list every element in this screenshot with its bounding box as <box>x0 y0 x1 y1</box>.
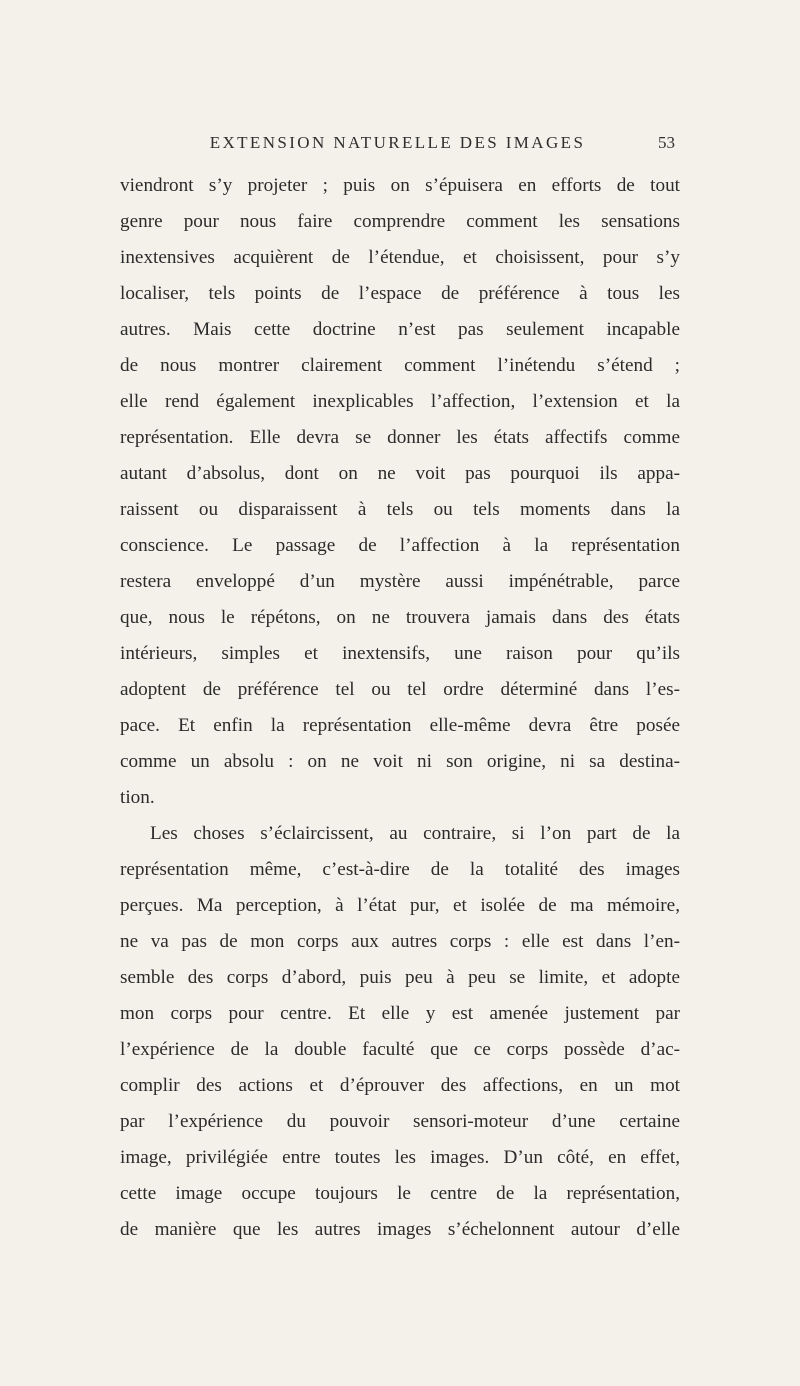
text-line: semble des corps d’abord, puis peu à peu se limite, et adopte <box>120 967 680 988</box>
text-line-paragraph-end: tion. <box>120 787 155 808</box>
text-line: l’expérience de la double faculté que ce corps possède d’ac- <box>120 1039 680 1060</box>
text-line: adoptent de préférence tel ou tel ordre déterminé dans l’es- <box>120 679 680 700</box>
running-head-title: EXTENSION NATURELLE DES IMAGES <box>209 133 586 152</box>
page-number: 53 <box>658 133 675 152</box>
text-line: pace. Et enfin la représentation elle-même devra être posée <box>120 715 680 736</box>
body-text <box>120 168 680 1248</box>
text-line: genre pour nous faire comprendre comment les sensations <box>120 211 680 232</box>
text-line: représentation même, c’est-à-dire de la totalité des images <box>120 859 680 880</box>
text-line: elle rend également inexplicables l’affection, l’extension et la <box>120 391 680 412</box>
text-line: de manière que les autres images s’échelonnent autour d’elle <box>120 1219 680 1240</box>
text-line: image, privilégiée entre toutes les images. D’un côté, en effet, <box>120 1147 680 1168</box>
text-line: par l’expérience du pouvoir sensori-moteur d’une certaine <box>120 1111 680 1132</box>
text-line: viendront s’y projeter ; puis on s’épuisera en efforts de tout <box>120 175 680 196</box>
running-head <box>120 131 675 155</box>
text-line: que, nous le répétons, on ne trouvera jamais dans des états <box>120 607 680 628</box>
text-line: restera enveloppé d’un mystère aussi impénétrable, parce <box>120 571 680 592</box>
text-line-paragraph-start: Les choses s’éclaircissent, au contraire, si l’on part de la <box>150 823 680 844</box>
text-line: mon corps pour centre. Et elle y est amenée justement par <box>120 1003 680 1024</box>
text-line: localiser, tels points de l’espace de préférence à tous les <box>120 283 680 304</box>
text-line: perçues. Ma perception, à l’état pur, et isolée de ma mémoire, <box>120 895 680 916</box>
text-line: cette image occupe toujours le centre de la représentation, <box>120 1183 680 1204</box>
text-line: conscience. Le passage de l’affection à la représentation <box>120 535 680 556</box>
text-line: comme un absolu : on ne voit ni son origine, ni sa destina- <box>120 751 680 772</box>
text-line: raissent ou disparaissent à tels ou tels moments dans la <box>120 499 680 520</box>
text-line: de nous montrer clairement comment l’inétendu s’étend ; <box>120 355 680 376</box>
text-line: représentation. Elle devra se donner les états affectifs comme <box>120 427 680 448</box>
text-line: complir des actions et d’éprouver des affections, en un mot <box>120 1075 680 1096</box>
text-line: autres. Mais cette doctrine n’est pas seulement incapable <box>120 319 680 340</box>
text-line: intérieurs, simples et inextensifs, une raison pour qu’ils <box>120 643 680 664</box>
text-line: ne va pas de mon corps aux autres corps : elle est dans l’en- <box>120 931 680 952</box>
text-line: inextensives acquièrent de l’étendue, et choisissent, pour s’y <box>120 247 680 268</box>
text-line: autant d’absolus, dont on ne voit pas pourquoi ils appa- <box>120 463 680 484</box>
